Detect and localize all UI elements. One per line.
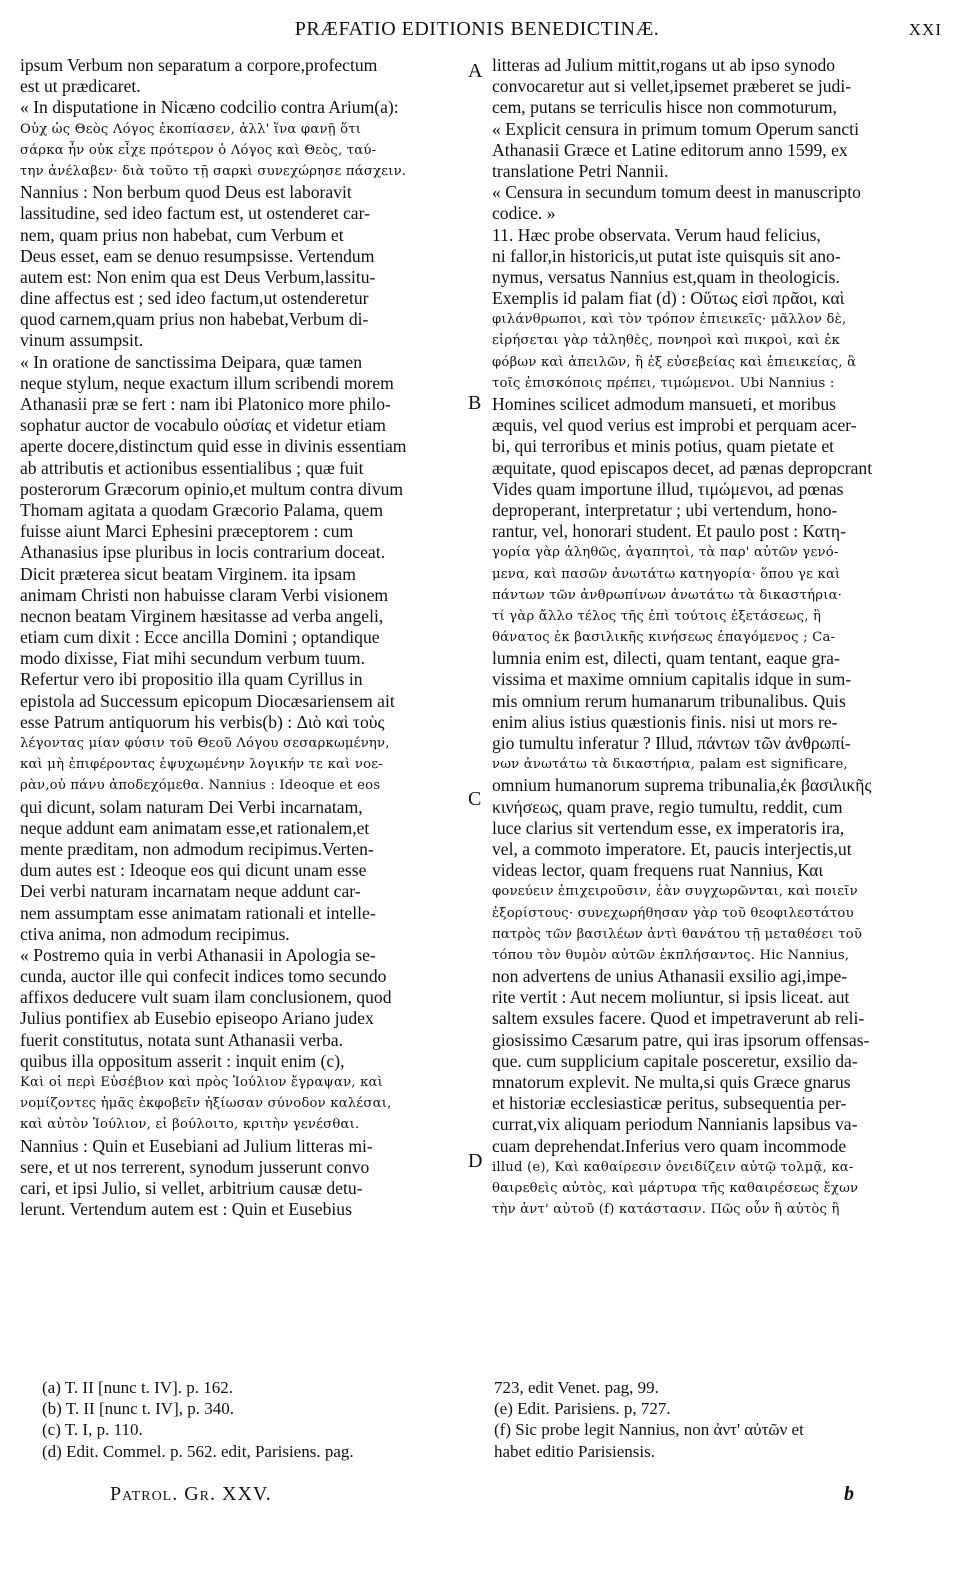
text-line: deproperant, interpretatur ; ubi vertendum, hono- (492, 499, 838, 520)
text-line: τὴν ἀντ' αὐτοῦ (f) κατάστασιν. Πῶς οὖν ἢ αὐτὸς ἢ (492, 1202, 840, 1218)
text-line: æquitate, quod episcapos decet, ad pænas depropcrant (492, 457, 873, 478)
footnotes-left (42, 1378, 462, 1463)
text-line: καὶ μὴ ἐπιφέροντας ἐψυχωμένην λογικήν τε καὶ νοε- (20, 757, 383, 773)
text-line: Refertur vero ibi propositio illa quam Cyrillus in (20, 669, 363, 690)
text-line: φονεύειν ἐπιχειροῦσιν, ἐὰν συγχωρῶνται, καὶ ποιεῖν (492, 884, 858, 900)
text-line: luce clarius sit vertendum esse, ex imperatoris ira, (492, 817, 845, 838)
text-line: την ἀνέλαβεν· διὰ τοῦτο τῇ σαρκὶ συνεχώρησε πάσχειν. (20, 163, 407, 179)
text-line: Nannius : Non berbum quod Deus est laboravit (20, 182, 352, 203)
text-line: non advertens de unius Athanasii exsilio agi,impe- (492, 966, 848, 987)
text-line: νων ἀνωτάτω τὰ δικαστήρια, palam est significare, (492, 757, 848, 773)
text-line: ἐξορίστους· συνεχωρήθησαν γὰρ τοῦ θεοφιλεστάτου (492, 905, 854, 921)
text-line: fuerit constitutus, notata sunt Athanasii verba. (20, 1029, 343, 1050)
footnote: (e) Edit. Parisiens. p, 727. (494, 1399, 671, 1419)
text-line: Athanasii præ se fert : nam ibi Platonico more philo- (20, 394, 391, 414)
text-line: quod carnem,quam prius non habebat,Verbum di- (20, 309, 369, 330)
text-line: μενα, καὶ πασῶν ἀνωτάτω κατηγορία· ὅπου γε καὶ (492, 566, 841, 582)
text-line: nymus, versatus Nannius est,quam in theologicis. (492, 266, 840, 287)
text-line: que. cum supplicium capitale posceretur, exsilio da- (492, 1050, 858, 1071)
margin-marker-d: D (468, 1150, 483, 1172)
text-line: giosissimo Cæsarum patre, qui iras ipsorum offensas- (492, 1029, 870, 1050)
left-column (20, 55, 462, 1373)
text-line: necnon beatam Virginem hæsitasse ad verba angeli, (20, 605, 384, 626)
page-number: XXI (908, 20, 942, 39)
footnote: (c) T. I, p. 110. (42, 1420, 143, 1440)
text-line: mente præditam, non admodum recipimus.Verten- (20, 838, 374, 859)
text-line: « Postremo quia in verbi Athanasii in Apologia se- (20, 944, 376, 965)
text-line: τοῖς ἐπισκόποις πρέπει, τιμώμενοι. Ubi Nannius : (492, 375, 835, 391)
text-line: 11. Hæc probe observata. Verum haud felicius, (492, 224, 821, 245)
text-line: σάρκα ἦν οὐκ εἶχε πρότερον ὁ Λόγος καὶ Θεὸς, ταύ- (20, 142, 377, 158)
footnote: (b) T. II [nunc t. IV], p. 340. (42, 1399, 234, 1419)
text-line: νομίζοντες ἡμᾶς ἐκφοβεῖν ἠξίωσαν σύνοδον καλέσαι, (20, 1096, 392, 1112)
text-line: sophatur auctor de vocabulo οὐσίας et videtur etiam (20, 415, 386, 436)
text-line: neque stylum, neque exactum illum scribendi morem (20, 372, 394, 393)
text-line: lassitudine, sed ideo factum est, ut ostenderet car- (20, 203, 370, 224)
text-line: sere, et ut nos terrerent, synodum jusserunt convo (20, 1156, 370, 1177)
margin-marker-b: B (468, 392, 482, 414)
text-line: bi, qui terroribus et minis potius, quam pietate et (492, 436, 835, 457)
text-line: posterorum Græcorum opinio,et multum contra divum (20, 478, 404, 499)
text-line: enim alius istius quæstionis finis. nisi ut mors re- (492, 711, 838, 732)
running-title: PRÆFATIO EDITIONIS BENEDICTINÆ. (294, 18, 660, 40)
text-line: καὶ αὐτὸν Ἰούλιον, εἰ βούλοιτο, κριτὴν γενέσθαι. (20, 1117, 360, 1133)
text-line: Dei verbi naturam incarnatam neque addunt car- (20, 881, 361, 902)
footnote: (a) T. II [nunc t. IV]. p. 162. (42, 1378, 234, 1397)
footnote: (f) Sic probe legit Nannius, non ἀντ' αὐτῶν et (494, 1420, 804, 1440)
text-line: convocaretur aut si vellet,ipsemet præberet se judi- (492, 76, 852, 97)
text-line: Homines scilicet admodum mansueti, et moribus (492, 394, 836, 414)
footnote: (d) Edit. Commel. p. 562. edit, Parisiens. pag. (42, 1441, 354, 1461)
text-line: πάντων τῶν ἀνθρωπίνων ἀνωτάτω τὰ δικαστήρια· (492, 587, 843, 603)
margin-marker-c: C (468, 788, 482, 810)
text-line: cem, putans se terriculis hisce non commoturum, (492, 97, 837, 118)
text-line: esse Patrum antiquorum his verbis(b) : Διὸ καὶ τοὺς (20, 711, 385, 732)
text-line: epistola ad Successum epicopum Diocæsariensem ait (20, 690, 395, 711)
footnotes-right (494, 1378, 934, 1463)
text-line: cunda, auctor ille qui confecit indices tomo secundo (20, 966, 387, 987)
text-line: φιλάνθρωποι, καὶ τὸν τρόπον ἐπιεικεῖς· μᾶλλον δὲ, (492, 312, 847, 328)
text-line: codice. » (492, 203, 556, 224)
text-line: « Censura in secundum tomum deest in manuscripto (492, 182, 861, 203)
text-line: saltem exsules facere. Quod et impetraverunt ab reli- (492, 1008, 865, 1029)
text-line: gio tumultu inferatur ? Illud, πάντων τῶν ἀνθρωπί- (492, 733, 851, 753)
text-line: vissima et maxime omnium capitalis idque in sum- (492, 669, 852, 690)
text-line: vinum assumpsit. (20, 330, 144, 351)
text-line: fuisse aiunt Marci Ephesini præceptorem : cum (20, 521, 354, 542)
text-line: mnatorum explevit. Ne multa,si quis Græce gnarus (492, 1072, 851, 1092)
footnote: 723, edit Venet. pag, 99. (494, 1378, 659, 1397)
text-line: affixos deducere vult suam ilam conclusionem, quod (20, 987, 392, 1008)
text-line: Thomam agitata a quodam Græcorio Palama, quem (20, 499, 384, 520)
text-line: θάνατος ἐκ βασιλικῆς κινήσεως ἐπαγόμενος ; Ca- (492, 630, 836, 646)
text-line: ρὰν,οὐ πάνυ ἀποδεχόμεθα. Nannius : Ideoque et eos (20, 778, 381, 794)
text-line: Exemplis id palam fiat (d) : Οὕτως εἰσὶ πρᾶοι, καὶ (492, 288, 845, 309)
text-line: nem, quam prius non habebat, cum Verbum et (20, 224, 344, 245)
text-line: τόπου τὸν θυμὸν αὐτῶν ἐκπλήσαντος. Hic Nannius, (492, 947, 850, 963)
text-line: λέγοντας μίαν φύσιν τοῦ Θεοῦ Λόγου σεσαρκωμένην, (20, 736, 390, 751)
text-line: Deus esset, eam se denuo resumpsisse. Vertendum (20, 245, 375, 266)
text-line: æquis, vel quod verius est improbi et perquam acer- (492, 415, 857, 436)
text-line: etiam cum dixit : Ecce ancilla Domini ; optandique (20, 627, 380, 648)
text-line: θαιρεθεὶς αὐτὸς, καὶ μάρτυρα τῆς καθαιρέσεως ἔχων (492, 1180, 859, 1196)
text-line: cari, et ipsi Julio, si vellet, arbitrium causæ detu- (20, 1177, 363, 1198)
margin-marker-a: A (468, 60, 483, 82)
text-line: εἰρήσεται γὰρ τἀληθὲς, πονηροὶ καὶ πικροὶ, καὶ ἐκ (492, 333, 841, 349)
text-line: γορία γὰρ ἀληθῶς, ἀγαπητοὶ, τὰ παρ' αὐτῶν γενό- (492, 545, 839, 561)
text-line: Nannius : Quin et Eusebiani ad Julium litteras mi- (20, 1135, 373, 1156)
text-line: Vides quam importune illud, τιμώμενοι, ad pœnas (492, 478, 844, 499)
text-line: currat,vix aliquam periodum Nannianis lapsibus va- (492, 1114, 858, 1135)
text-line: videas lector, quam frequens ruat Nannius, Και (492, 860, 824, 881)
text-line: cuam deprehendat.Inferius vero quam incommode (492, 1135, 847, 1156)
text-line: lerunt. Vertendum autem est : Quin et Eusebius (20, 1199, 352, 1220)
text-line: Athanasius ipse pluribus in locis contrarium doceat. (20, 542, 385, 563)
text-line: rantur, vel, honorari student. Et paulo post : Κατη- (492, 521, 846, 542)
text-line: Julius pontifiex ab Eusebio episeopo Ariano judex (20, 1008, 374, 1029)
text-line: ipsum Verbum non separatum a corpore,profectum (20, 55, 378, 75)
text-line: litteras ad Julium mittit,rogans ut ab ipso synodo (492, 55, 836, 75)
text-line: Οὐχ ὡς Θεὸς Λόγος ἐκοπίασεν, ἀλλ' ἵνα φανῇ ὅτι (20, 121, 362, 137)
text-line: nem assumptam esse animatam rationali et intelle- (20, 902, 376, 923)
text-line: vel, a commoto imperatore. Et, paucis interjectis,ut (492, 838, 852, 859)
footer-sheet-mark: b (844, 1483, 854, 1505)
text-line: translatione Petri Nannii. (492, 160, 669, 181)
text-line: omnium humanorum suprema tribunalia,ἐκ βασιλικῆς (492, 775, 872, 796)
text-line: et historiæ ecclesiasticæ peritus, subsequentia per- (492, 1093, 847, 1114)
text-line: πατρὸς τῶν βασιλέων ἀντὶ θανάτου τῇ μεταθέσει τοῦ (492, 926, 863, 942)
text-line: « Explicit censura in primum tomum Operum sancti (492, 118, 859, 139)
text-line: Dicit præterea sicut beatam Virginem. ita ipsam (20, 563, 356, 584)
text-line: « In oratione de sanctissima Deipara, quæ tamen (20, 351, 362, 372)
text-line: qui dicunt, solam naturam Dei Verbi incarnatam, (20, 796, 363, 817)
text-line: lumnia enim est, dilecti, quam tentant, eaque gra- (492, 648, 840, 669)
text-line: φόβων καὶ ἀπειλῶν, ἢ ἐξ εὐσεβείας καὶ ἐπιεικείας, ἃ (492, 354, 857, 370)
text-line: neque addunt eam animatam esse,et rationalem,et (20, 817, 370, 838)
text-line: animam Christi non habuisse claram Verbi visionem (20, 584, 389, 605)
text-line: ctiva anima, non admodum recipimus. (20, 923, 290, 944)
text-line: dum autes est : Ideoque eos qui dicunt unam esse (20, 860, 367, 881)
text-line: rite vertit : Aut necem moliuntur, si ipsis liceat. aut (492, 987, 850, 1008)
text-line: Athanasii Græce et Latine editorum anno 1599, ex (492, 139, 848, 160)
text-line: modo dixisse, Fiat mihi secundum verbum tuum. (20, 648, 366, 669)
text-line: est ut prædicaret. (20, 76, 141, 97)
text-line: mis omnium rerum humanarum tribunalibus. Quis (492, 690, 846, 711)
text-line: τί γὰρ ἄλλο τέλος τῆς ἐπὶ τούτοις ἐξετάσεως, ἢ (492, 608, 822, 624)
footnote: habet editio Parisiensis. (494, 1441, 656, 1461)
text-line: κινήσεως, quam prave, regio tumultu, reddit, cum (492, 796, 843, 817)
text-line: quibus illa oppositum asserit : inquit enim (c), (20, 1050, 345, 1071)
text-line: « In disputatione in Nicæno codcilio contra Arium(a): (20, 97, 399, 118)
right-column (492, 55, 934, 1325)
text-line: dine affectus est ; sed ideo factum,ut ostenderetur (20, 288, 369, 309)
text-line: ni fallor,in historicis,ut putat iste quisquis sit ano- (492, 245, 841, 266)
text-line: aperte docere,distinctum quid esse in divinis essentiam (20, 436, 407, 457)
text-line: autem est: Non enim qua est Deus Verbum,lassitu- (20, 266, 376, 287)
footer-signature: Patrol. Gr. XXV. (110, 1483, 272, 1505)
text-line: illud (e), Καὶ καθαίρεσιν ὀνειδίζειν αὐτῷ τολμᾷ, κα- (492, 1159, 854, 1175)
text-line: Καὶ οἱ περὶ Εὐσέβιον καὶ πρὸς Ἰούλιον ἔγραψαν, καὶ (20, 1075, 383, 1090)
text-line: ab attributis et actionibus essentialibus ; quæ fuit (20, 457, 364, 478)
